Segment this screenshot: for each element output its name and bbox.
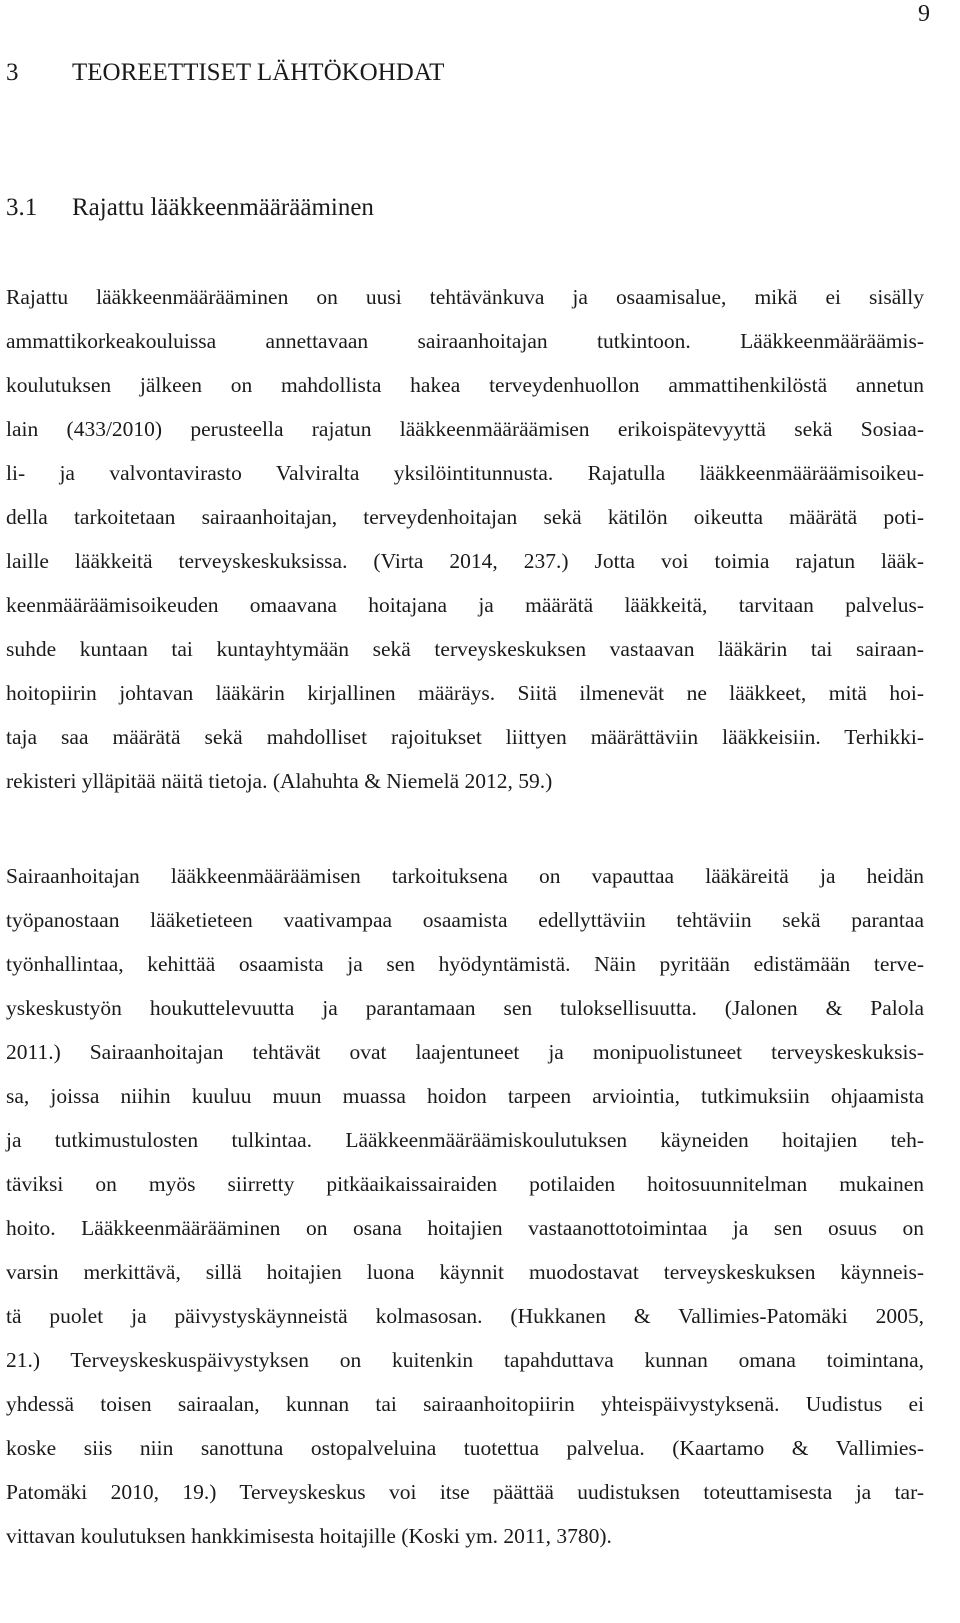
- paragraph-line: ammattikorkeakouluissa annettavaan sairaanhoitajan tutkintoon. Lääkkeenmääräämis-: [6, 329, 924, 353]
- section-title: Rajattu lääkkeenmäärääminen: [72, 194, 374, 221]
- paragraph-line: työnhallintaa, kehittää osaamista ja sen hyödyntämistä. Näin pyritään edistämään terve-: [6, 952, 924, 976]
- paragraph-line: yskeskustyön houkuttelevuutta ja parantamaan sen tuloksellisuutta. (Jalonen & Palola: [6, 996, 924, 1020]
- paragraph-line: rekisteri ylläpitää näitä tietoja. (Alahuhta & Niemelä 2012, 59.): [6, 769, 553, 793]
- paragraph-line: suhde kuntaan tai kuntayhtymään sekä terveyskeskuksen vastaavan lääkärin tai sairaan-: [6, 637, 924, 661]
- paragraph-line: della tarkoitetaan sairaanhoitajan, terveydenhoitajan sekä kätilön oikeutta määrätä poti-: [6, 505, 924, 529]
- paragraph-line: Patomäki 2010, 19.) Terveyskeskus voi itse päättää uudistuksen toteuttamisesta ja tar-: [6, 1480, 924, 1504]
- paragraph-line: taja saa määrätä sekä mahdolliset rajoitukset liittyen määrättäviin lääkkeisiin. Terhikki-: [6, 725, 924, 749]
- paragraph-line: koske siis niin sanottuna ostopalveluina tuotettua palvelua. (Kaartamo & Vallimies-: [6, 1436, 924, 1460]
- paragraph-line: täviksi on myös siirretty pitkäaikaissairaiden potilaiden hoitosuunnitelman mukainen: [6, 1172, 924, 1196]
- paragraph-line: yhdessä toisen sairaalan, kunnan tai sairaanhoitopiirin yhteispäivystyksenä. Uudistus ei: [6, 1392, 924, 1416]
- paragraph-line: Rajattu lääkkeenmäärääminen on uusi tehtävänkuva ja osaamisalue, mikä ei sisälly: [6, 285, 924, 309]
- paragraph-line: sa, joissa niihin kuuluu muun muassa hoidon tarpeen arviointia, tutkimuksiin ohjaamista: [6, 1084, 924, 1108]
- paragraph-1: [6, 275, 924, 803]
- chapter-heading: [6, 58, 444, 88]
- page-number: 9: [918, 1, 930, 27]
- chapter-title: TEOREETTISET LÄHTÖKOHDAT: [72, 59, 445, 86]
- paragraph-line: tä puolet ja päivystyskäynneistä kolmasosan. (Hukkanen & Vallimies-Patomäki 2005,: [6, 1304, 924, 1328]
- paragraph-line: li- ja valvontavirasto Valviralta yksilöintitunnusta. Rajatulla lääkkeenmääräämisoikeu-: [6, 461, 924, 485]
- paragraph-line: koulutuksen jälkeen on mahdollista hakea terveydenhuollon ammattihenkilöstä annetun: [6, 373, 924, 397]
- paragraph-line: 2011.) Sairaanhoitajan tehtävät ovat laajentuneet ja monipuolistuneet terveyskeskuksis-: [6, 1040, 924, 1064]
- section-number: 3.1: [6, 194, 38, 221]
- chapter-number: 3: [6, 59, 19, 86]
- paragraph-line: 21.) Terveyskeskuspäivystyksen on kuitenkin tapahduttava kunnan omana toimintana,: [6, 1348, 924, 1372]
- paragraph-line: työpanostaan lääketieteen vaativampaa osaamista edellyttäviin tehtäviin sekä parantaa: [6, 908, 924, 932]
- paragraph-2: [6, 854, 924, 1558]
- section-heading: [6, 193, 374, 223]
- paragraph-line: Sairaanhoitajan lääkkeenmääräämisen tarkoituksena on vapauttaa lääkäreitä ja heidän: [6, 864, 924, 888]
- paragraph-line: hoito. Lääkkeenmäärääminen on osana hoitajien vastaanottotoimintaa ja sen osuus on: [6, 1216, 924, 1240]
- paragraph-line: varsin merkittävä, sillä hoitajien luona käynnit muodostavat terveyskeskuksen käynneis-: [6, 1260, 924, 1284]
- paragraph-line: ja tutkimustulosten tulkintaa. Lääkkeenmääräämiskoulutuksen käyneiden hoitajien teh-: [6, 1128, 924, 1152]
- paragraph-line: keenmääräämisoikeuden omaavana hoitajana ja määrätä lääkkeitä, tarvitaan palvelus-: [6, 593, 924, 617]
- paragraph-line: hoitopiirin johtavan lääkärin kirjallinen määräys. Siitä ilmenevät ne lääkkeet, mitä hoi-: [6, 681, 924, 705]
- paragraph-line: vittavan koulutuksen hankkimisesta hoitajille (Koski ym. 2011, 3780).: [6, 1524, 612, 1548]
- paragraph-line: lain (433/2010) perusteella rajatun lääkkeenmääräämisen erikoispätevyyttä sekä Sosiaa-: [6, 417, 924, 441]
- paragraph-line: laille lääkkeitä terveyskeskuksissa. (Virta 2014, 237.) Jotta voi toimia rajatun lääk-: [6, 549, 924, 573]
